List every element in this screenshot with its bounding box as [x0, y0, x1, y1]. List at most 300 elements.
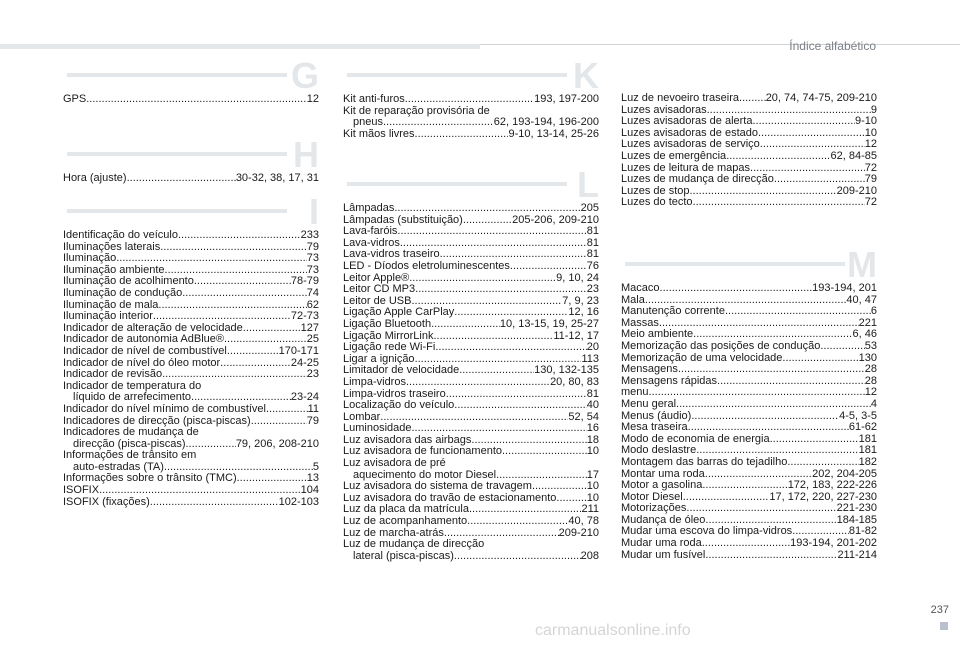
entry-row — [621, 457, 877, 469]
entry-row — [63, 311, 319, 323]
entry-leader — [383, 117, 494, 129]
entry-term: Iluminação de acolhimento — [63, 276, 194, 288]
index-entry — [343, 354, 599, 366]
entry-term: Indicadores de direcção (pisca-piscas) — [63, 415, 251, 427]
section-header — [621, 244, 877, 285]
entry-row — [63, 334, 319, 346]
entry-pages: 20, 80, 83 — [550, 376, 599, 388]
entry-leader — [160, 242, 307, 254]
section-header — [343, 164, 599, 205]
entry-row — [621, 139, 877, 151]
index-entry — [63, 358, 319, 370]
entry-term: Localização do veículo — [343, 400, 455, 412]
entry-row — [621, 538, 877, 550]
entry-pages: 211-214 — [837, 549, 877, 561]
watermark: carmanualsonline.info — [535, 622, 691, 639]
entry-term: Motorizações — [621, 503, 687, 515]
entry-leader — [164, 462, 313, 474]
entry-term: Luzes avisadoras de alerta — [621, 116, 753, 128]
entry-leader — [467, 516, 568, 528]
entry-pages: 12 — [306, 94, 319, 105]
entry-term: Motor Diesel — [621, 491, 683, 503]
entry-leader — [496, 470, 587, 482]
entry-pages: 193-194, 201-202 — [790, 538, 877, 550]
entry-leader — [237, 473, 307, 485]
entry-row — [621, 186, 877, 198]
entry-leader — [752, 116, 855, 128]
entry-leader — [463, 215, 512, 227]
entry-term: Ligação Bluetooth — [343, 318, 432, 330]
entry-row — [343, 273, 599, 285]
entry-row — [621, 387, 877, 399]
entry-row — [63, 230, 319, 242]
index-entry — [621, 329, 877, 341]
entry-pages: 52, 54 — [568, 411, 599, 423]
entry-pages: 11 — [307, 403, 319, 415]
index-entry — [621, 422, 877, 434]
entry-pages: 79, 206, 208-210 — [235, 437, 319, 450]
entry-leader — [660, 283, 813, 295]
entry-leader — [435, 342, 586, 354]
index-entry — [343, 238, 599, 250]
index-entry — [621, 399, 877, 411]
index-entry — [343, 261, 599, 273]
index-entry — [343, 435, 599, 447]
index-entry — [621, 197, 877, 209]
entry-row — [63, 473, 319, 485]
entry-row — [621, 503, 877, 515]
entry-term: Indicador de nível do óleo motor — [63, 357, 221, 369]
entry-pages: 10 — [864, 127, 877, 139]
section-divider — [67, 209, 287, 213]
entry-term: Modo de economia de energia — [621, 433, 770, 445]
entry-leader — [707, 105, 871, 117]
entry-term: Luzes avisadoras de serviço — [621, 139, 760, 151]
index-entries — [63, 94, 319, 106]
entry-pages: 209-210 — [558, 527, 599, 539]
index-entry — [343, 307, 599, 319]
index-entry — [343, 331, 599, 343]
index-entry — [63, 230, 319, 242]
entry-pages: 18 — [586, 434, 599, 446]
entry-leader — [693, 197, 865, 209]
entry-row — [343, 331, 599, 343]
entry-row — [343, 215, 599, 227]
index-entry — [63, 497, 319, 509]
entry-pages: 12 — [864, 387, 877, 399]
entry-pages: 53 — [864, 340, 877, 352]
index-entry — [621, 151, 877, 163]
entry-term: Memorização de uma velocidade — [621, 352, 783, 364]
entry-row — [63, 253, 319, 265]
entry-term: Lava-faróis — [343, 226, 398, 238]
index-entry — [343, 129, 599, 141]
index-entry — [343, 528, 599, 540]
entry-term: Informações sobre o trânsito (TMC) — [63, 473, 237, 485]
entry-row — [63, 265, 319, 277]
entry-term: Macaco — [621, 283, 660, 294]
entry-term: Luminosidade — [343, 423, 412, 435]
entry-pages: 181 — [858, 445, 877, 457]
entry-row — [343, 446, 599, 458]
entry-pages: 72-73 — [290, 311, 319, 323]
entry-row — [63, 485, 319, 497]
entry-row — [621, 341, 877, 353]
entry-pages: 72 — [864, 197, 877, 209]
entry-leader — [760, 139, 865, 151]
entry-row — [63, 242, 319, 254]
entry-row — [343, 377, 599, 389]
index-entry — [621, 116, 877, 128]
entry-row — [621, 550, 877, 562]
entry-pages: 182 — [858, 456, 877, 468]
section-divider — [347, 73, 567, 77]
entry-pages: 10 — [586, 492, 599, 504]
entry-pages: 30-32, 38, 17, 31 — [235, 173, 319, 184]
entry-row — [343, 516, 599, 528]
entry-pages: 184-185 — [836, 514, 877, 526]
header-rule — [480, 44, 960, 45]
index-entry — [343, 249, 599, 261]
entry-leader — [792, 526, 849, 538]
index-entry — [63, 369, 319, 381]
entry-term: Memorização das posições de condução — [621, 340, 821, 352]
entry-term: GPS — [63, 94, 87, 105]
entry-row — [63, 276, 319, 288]
entry-row — [343, 435, 599, 447]
index-entry — [343, 215, 599, 227]
entry-pages: 221 — [858, 317, 877, 329]
entry-leader — [397, 226, 586, 238]
entry-row — [63, 94, 319, 106]
entry-pages: 10 — [586, 446, 599, 458]
index-entry — [621, 174, 877, 186]
entry-leader — [649, 387, 865, 399]
entry-pages: 233 — [300, 230, 319, 241]
entry-row — [63, 369, 319, 381]
entry-term: Menu geral — [621, 398, 677, 410]
entry-leader — [224, 334, 307, 346]
entry-term: Mensagens rápidas — [621, 375, 718, 387]
index-entry — [621, 295, 877, 307]
entry-row — [343, 493, 599, 505]
index-entry — [343, 423, 599, 435]
entry-term: Mala — [621, 294, 645, 306]
index-entry — [343, 504, 599, 516]
entry-pages: 9-10, 13-14, 25-26 — [508, 128, 599, 140]
entry-term: Mudar um fusível — [621, 549, 706, 561]
entry-row — [63, 497, 319, 509]
index-entry — [343, 493, 599, 505]
entry-term: Lâmpadas (substituição) — [343, 214, 463, 226]
entry-leader — [676, 399, 871, 411]
section-divider — [347, 182, 567, 186]
index-entry — [63, 485, 319, 497]
entry-pages: 40 — [586, 400, 599, 412]
entry-row — [343, 203, 599, 215]
section-title: Índice alfabético — [789, 39, 876, 53]
entry-pages: 6 — [870, 306, 877, 318]
entry-term: líquido de arrefecimento — [73, 391, 192, 404]
entry-pages: 81 — [586, 237, 599, 249]
entry-row — [621, 434, 877, 446]
entry-pages: 23 — [586, 284, 599, 296]
entry-pages: 181 — [858, 433, 877, 445]
entry-term: Iluminação ambiente — [63, 264, 165, 276]
entry-pages: 81 — [586, 249, 599, 261]
entry-row — [63, 358, 319, 370]
entry-leader — [440, 249, 587, 261]
entry-leader — [153, 311, 291, 323]
entry-term: Luzes de emergência — [621, 150, 727, 162]
index-entry — [621, 469, 877, 481]
entry-pages: 24-25 — [290, 357, 319, 369]
entry-term: Ligação rede Wi-Fi — [343, 342, 436, 354]
index-entry — [343, 273, 599, 285]
index-entry — [621, 526, 877, 538]
entry-pages: 17, 172, 220, 227-230 — [769, 491, 877, 503]
entry-leader — [185, 439, 235, 451]
index-entry — [63, 288, 319, 300]
entry-pages: 40, 78 — [568, 516, 599, 528]
entry-term: Luzes avisadoras — [621, 104, 707, 116]
index-entry — [343, 458, 599, 481]
entry-pages: 205 — [580, 203, 599, 214]
index-entry — [343, 400, 599, 412]
entry-row — [63, 346, 319, 358]
entry-row — [343, 261, 599, 273]
entry-row — [621, 318, 877, 330]
index-entry — [621, 457, 877, 469]
entry-leader — [686, 503, 836, 515]
entry-row — [343, 423, 599, 435]
entry-leader — [158, 300, 306, 312]
entry-term: Indicador de autonomia AdBlue® — [63, 334, 224, 346]
entry-row — [343, 94, 599, 106]
entry-leader — [415, 284, 587, 296]
index-entry — [621, 283, 877, 295]
entry-term: Limitador de velocidade — [343, 365, 460, 377]
entry-term: pneus — [353, 116, 383, 129]
index-entry — [63, 404, 319, 416]
entry-leader — [194, 276, 291, 288]
entry-pages: 113 — [581, 353, 599, 365]
index-entry — [63, 253, 319, 265]
entry-leader — [243, 323, 301, 335]
entry-pages: 130, 132-135 — [534, 365, 599, 377]
entry-pages: 81 — [586, 226, 599, 238]
entry-row — [63, 404, 319, 416]
page-marker — [940, 622, 948, 630]
entry-term: LED - Díodos eletroluminescentes — [343, 260, 510, 272]
index-entry — [621, 387, 877, 399]
entry-row — [621, 128, 877, 140]
entry-leader — [446, 389, 587, 401]
entry-leader — [691, 411, 839, 423]
entry-row — [343, 551, 599, 563]
entry-term: direcção (pisca-piscas) — [73, 437, 186, 450]
entry-term: Luzes de leitura de mapas — [621, 162, 751, 174]
entry-pages: 73 — [306, 264, 319, 276]
entry-pages: 205-206, 209-210 — [512, 214, 599, 226]
entry-leader — [659, 318, 859, 330]
index-section — [63, 191, 319, 508]
entry-lead: Luz avisadora de pré — [343, 458, 446, 470]
entry-leader — [400, 238, 587, 250]
entry-row — [621, 197, 877, 209]
entry-row — [621, 515, 877, 527]
entry-pages: 17 — [586, 468, 599, 481]
entry-term: Luz avisadora do sistema de travagem — [343, 481, 532, 493]
entry-term: menu — [621, 387, 649, 399]
entry-term: Mudar uma escova do limpa-vidros — [621, 526, 793, 538]
entry-term: Limpa-vidros — [343, 376, 406, 388]
index-entry — [621, 492, 877, 504]
section-letter: M — [847, 244, 877, 285]
entry-pages: 104 — [300, 485, 319, 497]
entry-row — [621, 283, 877, 295]
entry-row — [621, 445, 877, 457]
index-entry — [621, 128, 877, 140]
entry-pages: 170-171 — [278, 345, 319, 357]
entry-term: Indicador de revisão — [63, 369, 163, 381]
entry-row — [63, 173, 319, 185]
index-entry — [63, 323, 319, 335]
entry-term: Luz avisadora do travão de estacionamento — [343, 492, 557, 504]
entry-row — [621, 469, 877, 481]
entry-pages: 20 — [586, 342, 599, 354]
index-entry — [63, 427, 319, 450]
section-letter: G — [290, 55, 319, 96]
index-entry — [621, 341, 877, 353]
entry-leader — [782, 353, 858, 365]
entry-row — [343, 296, 599, 308]
entry-leader — [705, 515, 836, 527]
entry-pages: 102-103 — [278, 496, 319, 508]
entry-leader — [162, 369, 307, 381]
entry-leader — [705, 469, 812, 481]
entry-row — [343, 365, 599, 377]
entry-pages: 20, 74, 74-75, 209-210 — [765, 93, 877, 104]
entry-row — [63, 323, 319, 335]
entry-term: Lombar — [343, 411, 381, 423]
entry-pages: 5 — [312, 460, 319, 473]
entry-term: Lava-vidros — [343, 237, 400, 249]
entry-leader — [405, 94, 534, 106]
entry-leader — [411, 296, 562, 308]
entry-pages: 208 — [580, 549, 599, 562]
index-entry — [343, 516, 599, 528]
entry-lead: Indicador de temperatura do — [63, 380, 202, 392]
entry-pages: 62, 193-194, 196-200 — [493, 116, 599, 129]
entry-term: Montagem das barras do tejadilho — [621, 456, 788, 468]
entry-row — [343, 400, 599, 412]
entry-pages: 127 — [300, 322, 319, 334]
index-entry — [343, 106, 599, 129]
entry-pages: 193, 197-200 — [534, 94, 599, 105]
section-divider — [67, 73, 287, 77]
entry-term: Ligação Apple CarPlay — [343, 307, 455, 319]
entry-pages: 78-79 — [290, 276, 319, 288]
entry-pages: 13 — [306, 473, 319, 485]
entry-pages: 209-210 — [836, 185, 877, 197]
entry-pages: 9 — [870, 104, 877, 116]
entry-leader — [702, 480, 787, 492]
index-entry — [621, 480, 877, 492]
entry-leader — [510, 261, 587, 273]
entry-pages: 79 — [864, 174, 877, 186]
entry-leader — [726, 151, 830, 163]
entry-row — [343, 470, 599, 482]
entry-term: Indicador de nível de combustível — [63, 345, 227, 357]
entry-leader — [178, 230, 301, 242]
entry-leader — [444, 528, 559, 540]
header-band — [0, 44, 480, 49]
entry-leader — [165, 265, 307, 277]
index-entry — [63, 450, 319, 473]
entry-pages: 130 — [858, 352, 877, 364]
index-entry — [63, 311, 319, 323]
entry-term: Indicador do nível mínimo de combustível — [63, 403, 266, 415]
index-section — [343, 55, 599, 140]
index-entry — [621, 105, 877, 117]
index-entry — [621, 434, 877, 446]
section-letter: H — [293, 134, 319, 175]
entry-row — [343, 284, 599, 296]
index-entry — [621, 364, 877, 376]
entry-row — [621, 526, 877, 538]
index-entry — [63, 300, 319, 312]
entry-term: Indicador de alteração de velocidade — [63, 322, 243, 334]
index-section — [63, 55, 319, 106]
entry-pages: 79 — [306, 241, 319, 253]
entry-leader — [739, 93, 766, 105]
entry-lead: Informações de trânsito em — [63, 450, 197, 462]
entry-term: Meio ambiente — [621, 329, 694, 341]
index-entry — [63, 265, 319, 277]
entry-row — [621, 376, 877, 388]
index-entry — [621, 93, 877, 105]
entry-pages: 61-62 — [848, 422, 877, 434]
entry-leader — [459, 365, 534, 377]
index-entry — [63, 276, 319, 288]
entry-pages: 221-230 — [836, 503, 877, 515]
entry-leader — [86, 94, 307, 106]
index-entry — [63, 242, 319, 254]
entry-leader — [99, 485, 301, 497]
entry-term: Identificação do veículo — [63, 230, 178, 241]
entry-row — [343, 504, 599, 516]
entry-pages: 25 — [306, 334, 319, 346]
entry-row — [63, 439, 319, 451]
entry-term: Ligação MirrorLink — [343, 330, 434, 342]
entry-pages: 4-5, 3-5 — [839, 410, 877, 422]
entry-term: Luz de acompanhamento — [343, 516, 468, 528]
index-entry — [343, 226, 599, 238]
entry-row — [621, 399, 877, 411]
entry-leader — [406, 377, 550, 389]
entry-leader — [415, 354, 582, 366]
entry-term: Iluminação de condução — [63, 287, 183, 299]
entry-row — [621, 329, 877, 341]
entry-leader — [220, 358, 291, 370]
entry-row — [343, 412, 599, 424]
index-entry — [621, 411, 877, 423]
entry-pages: 202, 204-205 — [812, 468, 877, 480]
index-section — [63, 134, 319, 185]
entry-term: Motor a gasolina — [621, 480, 703, 492]
index-entry — [343, 539, 599, 562]
